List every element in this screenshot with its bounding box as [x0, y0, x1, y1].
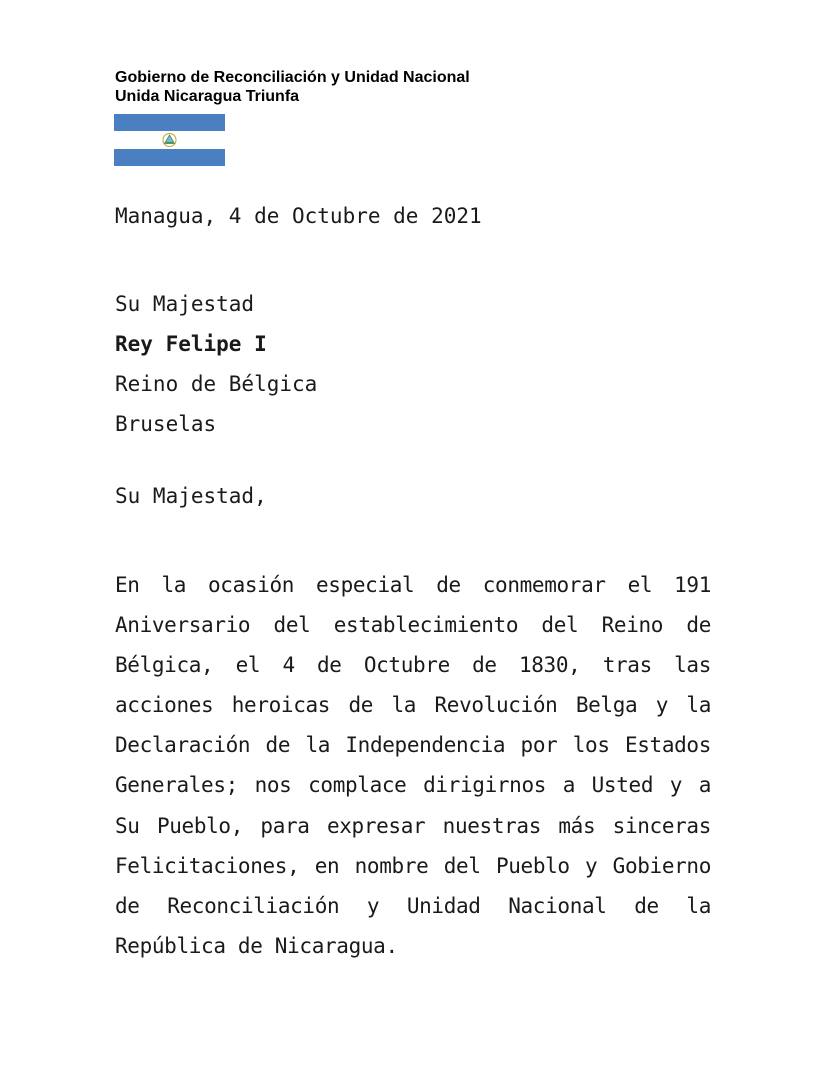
- recipient-country: Reino de Bélgica: [115, 372, 318, 396]
- letterhead: [115, 68, 470, 106]
- recipient-name: Rey Felipe I: [115, 332, 267, 356]
- letterhead-government-name: Gobierno de Reconciliación y Unidad Nacional: [115, 69, 470, 86]
- recipient-title: Su Majestad: [115, 292, 255, 316]
- nicaragua-flag-icon: [114, 114, 225, 166]
- letter-date: Managua, 4 de Octubre de 2021: [115, 204, 482, 228]
- salutation: Su Majestad,: [115, 484, 267, 508]
- recipient-city: Bruselas: [115, 412, 217, 436]
- letterhead-slogan: Unida Nicaragua Triunfa: [115, 88, 300, 105]
- letter-body-paragraph: En la ocasión especial de conmemorar el 191 Aniversario del establecimiento del Reino de Bélgica, el 4 de Octubre de 1830, tras las acciones heroicas de la Revolución Belga y la Declaración de la Independencia por los Estados Generales; nos complace dirigirnos a Usted y a Su Pueblo, para expresar nuestras más sinceras Felicitaciones, en nombre del Pueblo y Gobierno de Reconciliación y Unidad Nacional de la República de Nicaragua.: [115, 573, 711, 958]
- flag-top-stripe: [114, 114, 225, 131]
- recipient-block: [115, 284, 317, 444]
- flag-bottom-stripe: [114, 149, 225, 166]
